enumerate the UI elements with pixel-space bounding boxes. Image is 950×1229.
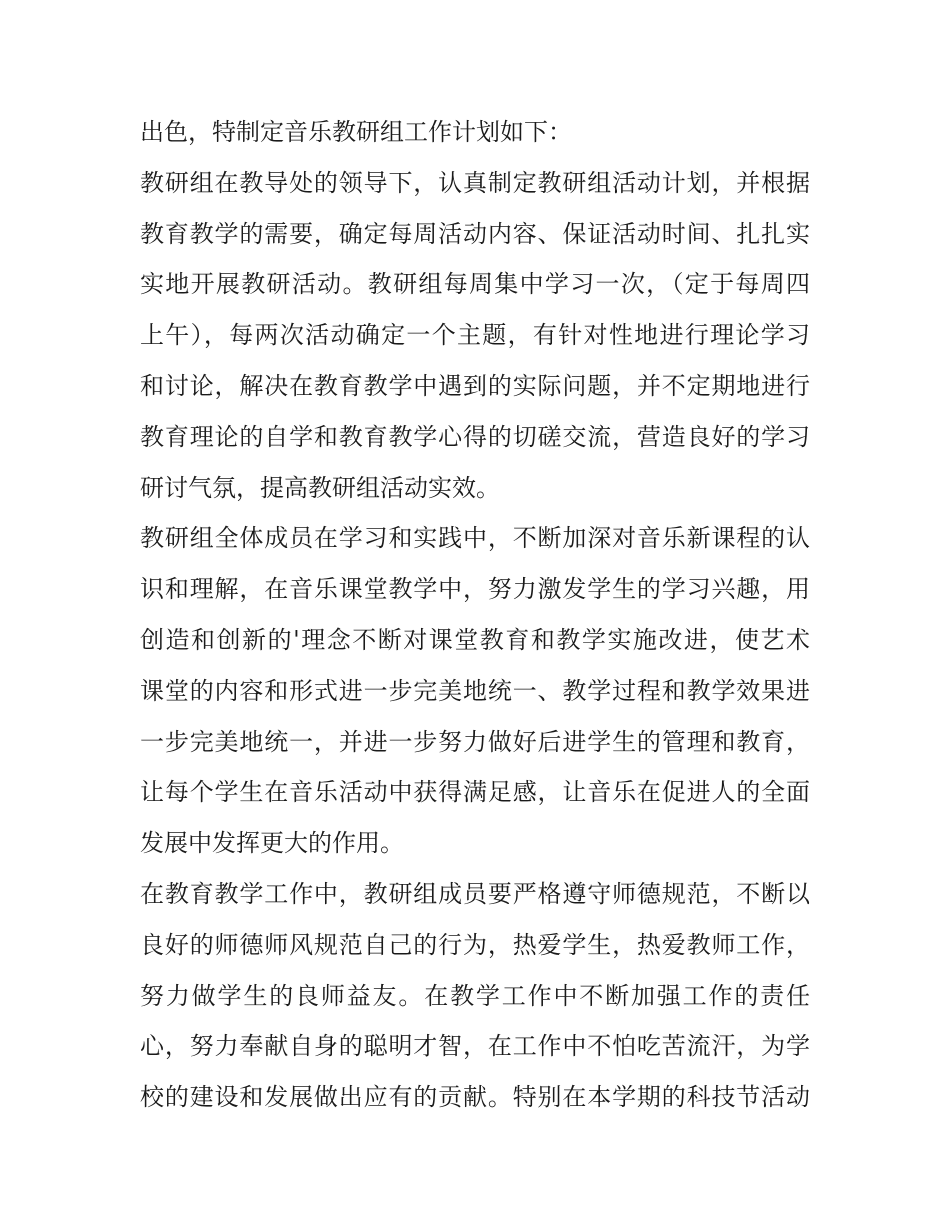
text-line: 研讨气氛，提高教研组活动实效。 [140,473,500,502]
text-line: 教育理论的自学和教育教学心得的切磋交流，营造良好的学习 [140,422,810,451]
text-line: 一步完美地统一，并进一步努力做好后进学生的管理和教育， [140,727,810,756]
text-line: 心，努力奉献自身的聪明才智，在工作中不怕吃苦流汗，为学 [140,1032,810,1061]
text-line: 识和理解，在音乐课堂教学中，努力激发学生的学习兴趣，用 [140,575,810,604]
text-line: 上午），每两次活动确定一个主题，有针对性地进行理论学习 [140,321,810,350]
text-line: 校的建设和发展做出应有的贡献。特别在本学期的科技节活动 [140,1083,810,1112]
text-line: 努力做学生的良师益友。在教学工作中不断加强工作的责任 [140,981,810,1010]
text-line: 教育教学的需要，确定每周活动内容、保证活动时间、扎扎实 [140,219,810,248]
text-line: 和讨论，解决在教育教学中遇到的实际问题，并不定期地进行 [140,371,810,400]
text-line: 出色，特制定音乐教研组工作计划如下： [140,118,572,146]
text-line: 发展中发挥更大的作用。 [140,829,404,858]
document-page [140,107,820,1123]
text-line: 实地开展教研活动。教研组每周集中学习一次，（定于每周四 [140,270,810,299]
text-line: 教研组在教导处的领导下，认真制定教研组活动计划，并根据 [140,168,810,197]
text-line: 课堂的内容和形式进一步完美地统一、教学过程和教学效果进 [140,676,810,705]
text-line: 教研组全体成员在学习和实践中，不断加深对音乐新课程的认 [140,524,810,553]
text-line: 在教育教学工作中，教研组成员要严格遵守师德规范，不断以 [140,879,810,908]
text-line: 创造和创新的'理念不断对课堂教育和教学实施改进，使艺术 [140,625,810,654]
text-line: 良好的师德师风规范自己的行为，热爱学生，热爱教师工作， [140,930,810,959]
text-line: 让每个学生在音乐活动中获得满足感，让音乐在促进人的全面 [140,778,810,807]
